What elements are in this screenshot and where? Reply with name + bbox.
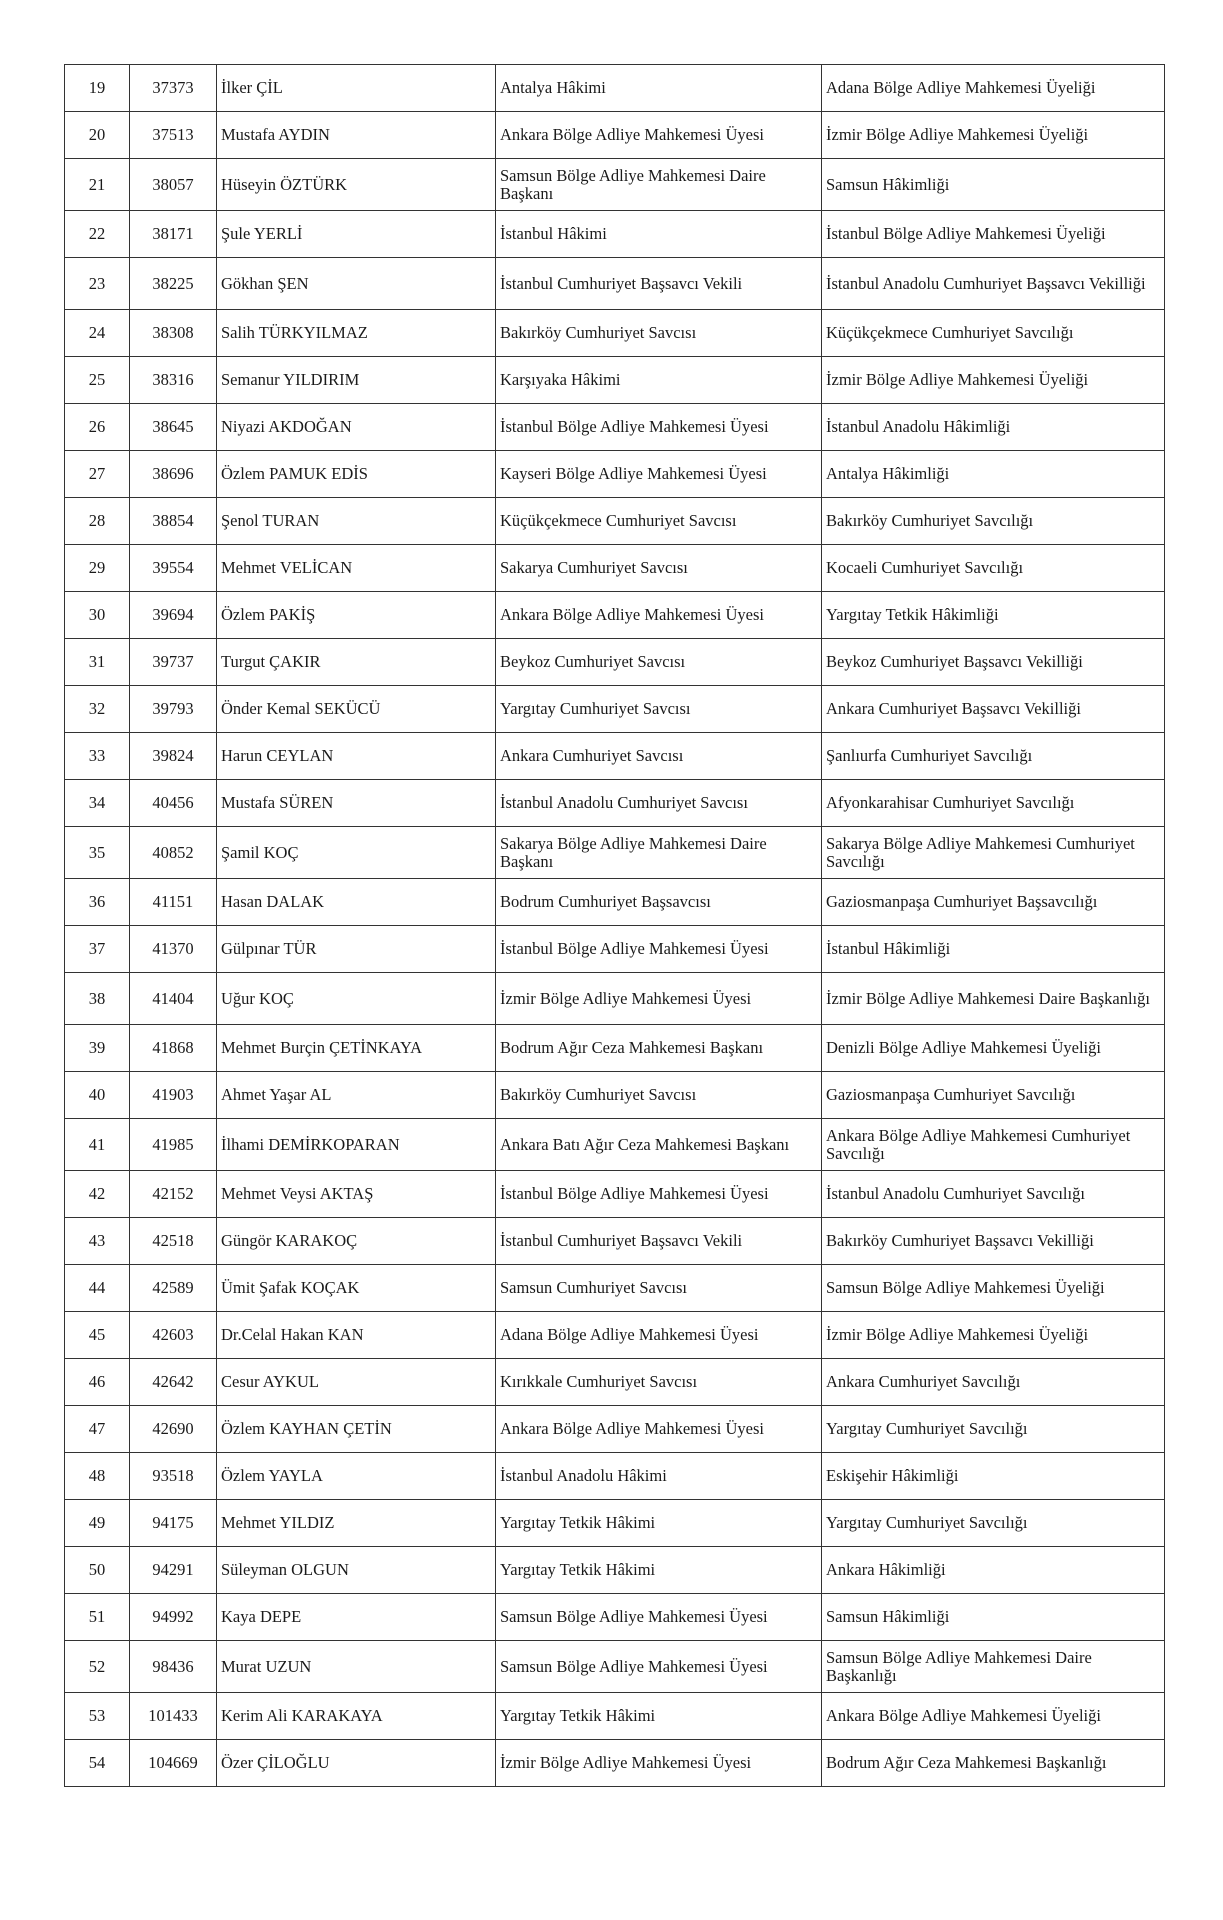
current-position: İstanbul Bölge Adliye Mahkemesi Üyesi: [496, 1171, 822, 1218]
new-position: İstanbul Bölge Adliye Mahkemesi Üyeliği: [822, 211, 1165, 258]
person-name: Gökhan ŞEN: [217, 258, 496, 310]
row-number: 45: [65, 1312, 130, 1359]
person-name: Hasan DALAK: [217, 879, 496, 926]
appointment-table: [64, 64, 1165, 1787]
row-number: 44: [65, 1265, 130, 1312]
registry-number: 41868: [130, 1025, 217, 1072]
table-body: [65, 65, 1165, 1787]
person-name: İlhami DEMİRKOPARAN: [217, 1119, 496, 1171]
row-number: 48: [65, 1453, 130, 1500]
new-position: Gaziosmanpaşa Cumhuriyet Savcılığı: [822, 1072, 1165, 1119]
table-row: [65, 639, 1165, 686]
current-position: Bakırköy Cumhuriyet Savcısı: [496, 310, 822, 357]
registry-number: 104669: [130, 1740, 217, 1787]
table-row: [65, 1359, 1165, 1406]
registry-number: 94992: [130, 1594, 217, 1641]
row-number: 35: [65, 827, 130, 879]
new-position: Ankara Bölge Adliye Mahkemesi Üyeliği: [822, 1693, 1165, 1740]
registry-number: 39694: [130, 592, 217, 639]
current-position: İstanbul Anadolu Hâkimi: [496, 1453, 822, 1500]
row-number: 42: [65, 1171, 130, 1218]
table-row: [65, 879, 1165, 926]
current-position: Bodrum Ağır Ceza Mahkemesi Başkanı: [496, 1025, 822, 1072]
table-row: [65, 112, 1165, 159]
row-number: 33: [65, 733, 130, 780]
registry-number: 41985: [130, 1119, 217, 1171]
current-position: İzmir Bölge Adliye Mahkemesi Üyesi: [496, 1740, 822, 1787]
table-row: [65, 404, 1165, 451]
row-number: 53: [65, 1693, 130, 1740]
current-position: Karşıyaka Hâkimi: [496, 357, 822, 404]
table-row: [65, 451, 1165, 498]
table-row: [65, 1453, 1165, 1500]
current-position: Yargıtay Cumhuriyet Savcısı: [496, 686, 822, 733]
current-position: Antalya Hâkimi: [496, 65, 822, 112]
table-row: [65, 1072, 1165, 1119]
new-position: İstanbul Anadolu Hâkimliği: [822, 404, 1165, 451]
current-position: Sakarya Bölge Adliye Mahkemesi Daire Başkanı: [496, 827, 822, 879]
table-row: [65, 973, 1165, 1025]
row-number: 21: [65, 159, 130, 211]
registry-number: 41404: [130, 973, 217, 1025]
row-number: 26: [65, 404, 130, 451]
new-position: İzmir Bölge Adliye Mahkemesi Üyeliği: [822, 357, 1165, 404]
registry-number: 93518: [130, 1453, 217, 1500]
table-row: [65, 686, 1165, 733]
table-row: [65, 780, 1165, 827]
table-row: [65, 498, 1165, 545]
person-name: Mustafa AYDIN: [217, 112, 496, 159]
new-position: Ankara Cumhuriyet Savcılığı: [822, 1359, 1165, 1406]
table-row: [65, 310, 1165, 357]
person-name: Şamil KOÇ: [217, 827, 496, 879]
current-position: Kırıkkale Cumhuriyet Savcısı: [496, 1359, 822, 1406]
current-position: Ankara Bölge Adliye Mahkemesi Üyesi: [496, 112, 822, 159]
registry-number: 38171: [130, 211, 217, 258]
current-position: Küçükçekmece Cumhuriyet Savcısı: [496, 498, 822, 545]
current-position: Beykoz Cumhuriyet Savcısı: [496, 639, 822, 686]
person-name: Özlem YAYLA: [217, 1453, 496, 1500]
new-position: Samsun Bölge Adliye Mahkemesi Daire Başkanlığı: [822, 1641, 1165, 1693]
current-position: İstanbul Bölge Adliye Mahkemesi Üyesi: [496, 404, 822, 451]
table-row: [65, 1119, 1165, 1171]
person-name: Gülpınar TÜR: [217, 926, 496, 973]
new-position: Gaziosmanpaşa Cumhuriyet Başsavcılığı: [822, 879, 1165, 926]
registry-number: 101433: [130, 1693, 217, 1740]
new-position: Adana Bölge Adliye Mahkemesi Üyeliği: [822, 65, 1165, 112]
current-position: İstanbul Bölge Adliye Mahkemesi Üyesi: [496, 926, 822, 973]
current-position: Yargıtay Tetkik Hâkimi: [496, 1547, 822, 1594]
person-name: Özlem PAMUK EDİS: [217, 451, 496, 498]
row-number: 37: [65, 926, 130, 973]
current-position: İstanbul Cumhuriyet Başsavcı Vekili: [496, 1218, 822, 1265]
person-name: Mustafa SÜREN: [217, 780, 496, 827]
current-position: Bodrum Cumhuriyet Başsavcısı: [496, 879, 822, 926]
current-position: Samsun Bölge Adliye Mahkemesi Daire Başkanı: [496, 159, 822, 211]
row-number: 30: [65, 592, 130, 639]
registry-number: 42690: [130, 1406, 217, 1453]
person-name: Ahmet Yaşar AL: [217, 1072, 496, 1119]
person-name: Murat UZUN: [217, 1641, 496, 1693]
new-position: Bodrum Ağır Ceza Mahkemesi Başkanlığı: [822, 1740, 1165, 1787]
table-row: [65, 211, 1165, 258]
registry-number: 37373: [130, 65, 217, 112]
registry-number: 38316: [130, 357, 217, 404]
registry-number: 42603: [130, 1312, 217, 1359]
registry-number: 38854: [130, 498, 217, 545]
row-number: 32: [65, 686, 130, 733]
registry-number: 41151: [130, 879, 217, 926]
new-position: Yargıtay Cumhuriyet Savcılığı: [822, 1406, 1165, 1453]
new-position: Ankara Bölge Adliye Mahkemesi Cumhuriyet Savcılığı: [822, 1119, 1165, 1171]
new-position: Bakırköy Cumhuriyet Başsavcı Vekilliği: [822, 1218, 1165, 1265]
new-position: Beykoz Cumhuriyet Başsavcı Vekilliği: [822, 639, 1165, 686]
row-number: 46: [65, 1359, 130, 1406]
person-name: Mehmet Burçin ÇETİNKAYA: [217, 1025, 496, 1072]
registry-number: 42152: [130, 1171, 217, 1218]
current-position: Ankara Cumhuriyet Savcısı: [496, 733, 822, 780]
row-number: 52: [65, 1641, 130, 1693]
registry-number: 40852: [130, 827, 217, 879]
table-row: [65, 1641, 1165, 1693]
registry-number: 41370: [130, 926, 217, 973]
current-position: Ankara Bölge Adliye Mahkemesi Üyesi: [496, 592, 822, 639]
new-position: İstanbul Anadolu Cumhuriyet Savcılığı: [822, 1171, 1165, 1218]
current-position: Samsun Bölge Adliye Mahkemesi Üyesi: [496, 1641, 822, 1693]
row-number: 49: [65, 1500, 130, 1547]
registry-number: 42518: [130, 1218, 217, 1265]
registry-number: 40456: [130, 780, 217, 827]
table-row: [65, 65, 1165, 112]
person-name: Şule YERLİ: [217, 211, 496, 258]
person-name: Cesur AYKUL: [217, 1359, 496, 1406]
person-name: Semanur YILDIRIM: [217, 357, 496, 404]
row-number: 34: [65, 780, 130, 827]
row-number: 50: [65, 1547, 130, 1594]
registry-number: 38696: [130, 451, 217, 498]
registry-number: 38308: [130, 310, 217, 357]
table-row: [65, 1740, 1165, 1787]
new-position: İstanbul Hâkimliği: [822, 926, 1165, 973]
current-position: Yargıtay Tetkik Hâkimi: [496, 1693, 822, 1740]
table-row: [65, 1171, 1165, 1218]
registry-number: 39793: [130, 686, 217, 733]
registry-number: 42589: [130, 1265, 217, 1312]
new-position: Samsun Hâkimliği: [822, 1594, 1165, 1641]
person-name: Önder Kemal SEKÜCÜ: [217, 686, 496, 733]
person-name: Turgut ÇAKIR: [217, 639, 496, 686]
row-number: 36: [65, 879, 130, 926]
new-position: Bakırköy Cumhuriyet Savcılığı: [822, 498, 1165, 545]
table-row: [65, 926, 1165, 973]
row-number: 27: [65, 451, 130, 498]
new-position: Eskişehir Hâkimliği: [822, 1453, 1165, 1500]
person-name: Özlem PAKİŞ: [217, 592, 496, 639]
registry-number: 41903: [130, 1072, 217, 1119]
registry-number: 94175: [130, 1500, 217, 1547]
person-name: Salih TÜRKYILMAZ: [217, 310, 496, 357]
registry-number: 38225: [130, 258, 217, 310]
new-position: Denizli Bölge Adliye Mahkemesi Üyeliği: [822, 1025, 1165, 1072]
new-position: Samsun Hâkimliği: [822, 159, 1165, 211]
new-position: Küçükçekmece Cumhuriyet Savcılığı: [822, 310, 1165, 357]
table-row: [65, 733, 1165, 780]
table-row: [65, 1218, 1165, 1265]
current-position: İzmir Bölge Adliye Mahkemesi Üyesi: [496, 973, 822, 1025]
row-number: 19: [65, 65, 130, 112]
person-name: Dr.Celal Hakan KAN: [217, 1312, 496, 1359]
person-name: Uğur KOÇ: [217, 973, 496, 1025]
new-position: Kocaeli Cumhuriyet Savcılığı: [822, 545, 1165, 592]
person-name: Güngör KARAKOÇ: [217, 1218, 496, 1265]
current-position: Kayseri Bölge Adliye Mahkemesi Üyesi: [496, 451, 822, 498]
table-row: [65, 1693, 1165, 1740]
registry-number: 39554: [130, 545, 217, 592]
row-number: 54: [65, 1740, 130, 1787]
new-position: İzmir Bölge Adliye Mahkemesi Daire Başkanlığı: [822, 973, 1165, 1025]
person-name: Özer ÇİLOĞLU: [217, 1740, 496, 1787]
new-position: Ankara Hâkimliği: [822, 1547, 1165, 1594]
new-position: İzmir Bölge Adliye Mahkemesi Üyeliği: [822, 1312, 1165, 1359]
table-row: [65, 545, 1165, 592]
person-name: İlker ÇİL: [217, 65, 496, 112]
current-position: Ankara Batı Ağır Ceza Mahkemesi Başkanı: [496, 1119, 822, 1171]
new-position: Sakarya Bölge Adliye Mahkemesi Cumhuriyet Savcılığı: [822, 827, 1165, 879]
person-name: Kaya DEPE: [217, 1594, 496, 1641]
table-row: [65, 1265, 1165, 1312]
table-row: [65, 159, 1165, 211]
table-row: [65, 827, 1165, 879]
registry-number: 98436: [130, 1641, 217, 1693]
row-number: 31: [65, 639, 130, 686]
table-row: [65, 1594, 1165, 1641]
table-row: [65, 1025, 1165, 1072]
new-position: İstanbul Anadolu Cumhuriyet Başsavcı Vekilliği: [822, 258, 1165, 310]
table-row: [65, 1547, 1165, 1594]
current-position: İstanbul Anadolu Cumhuriyet Savcısı: [496, 780, 822, 827]
row-number: 29: [65, 545, 130, 592]
table-row: [65, 258, 1165, 310]
row-number: 23: [65, 258, 130, 310]
current-position: Samsun Cumhuriyet Savcısı: [496, 1265, 822, 1312]
new-position: Afyonkarahisar Cumhuriyet Savcılığı: [822, 780, 1165, 827]
registry-number: 39737: [130, 639, 217, 686]
person-name: Mehmet VELİCAN: [217, 545, 496, 592]
person-name: Süleyman OLGUN: [217, 1547, 496, 1594]
table-row: [65, 1406, 1165, 1453]
row-number: 28: [65, 498, 130, 545]
row-number: 43: [65, 1218, 130, 1265]
registry-number: 38057: [130, 159, 217, 211]
new-position: Antalya Hâkimliği: [822, 451, 1165, 498]
current-position: Sakarya Cumhuriyet Savcısı: [496, 545, 822, 592]
person-name: Hüseyin ÖZTÜRK: [217, 159, 496, 211]
row-number: 25: [65, 357, 130, 404]
new-position: Yargıtay Cumhuriyet Savcılığı: [822, 1500, 1165, 1547]
table-row: [65, 1500, 1165, 1547]
person-name: Mehmet YILDIZ: [217, 1500, 496, 1547]
new-position: Yargıtay Tetkik Hâkimliği: [822, 592, 1165, 639]
person-name: Ümit Şafak KOÇAK: [217, 1265, 496, 1312]
row-number: 22: [65, 211, 130, 258]
person-name: Kerim Ali KARAKAYA: [217, 1693, 496, 1740]
person-name: Şenol TURAN: [217, 498, 496, 545]
row-number: 40: [65, 1072, 130, 1119]
new-position: Ankara Cumhuriyet Başsavcı Vekilliği: [822, 686, 1165, 733]
current-position: İstanbul Hâkimi: [496, 211, 822, 258]
current-position: Samsun Bölge Adliye Mahkemesi Üyesi: [496, 1594, 822, 1641]
registry-number: 94291: [130, 1547, 217, 1594]
table-row: [65, 357, 1165, 404]
current-position: Yargıtay Tetkik Hâkimi: [496, 1500, 822, 1547]
registry-number: 37513: [130, 112, 217, 159]
table-row: [65, 1312, 1165, 1359]
row-number: 39: [65, 1025, 130, 1072]
row-number: 41: [65, 1119, 130, 1171]
current-position: İstanbul Cumhuriyet Başsavcı Vekili: [496, 258, 822, 310]
row-number: 38: [65, 973, 130, 1025]
person-name: Mehmet Veysi AKTAŞ: [217, 1171, 496, 1218]
new-position: İzmir Bölge Adliye Mahkemesi Üyeliği: [822, 112, 1165, 159]
row-number: 51: [65, 1594, 130, 1641]
current-position: Ankara Bölge Adliye Mahkemesi Üyesi: [496, 1406, 822, 1453]
table-row: [65, 592, 1165, 639]
row-number: 47: [65, 1406, 130, 1453]
current-position: Adana Bölge Adliye Mahkemesi Üyesi: [496, 1312, 822, 1359]
person-name: Özlem KAYHAN ÇETİN: [217, 1406, 496, 1453]
current-position: Bakırköy Cumhuriyet Savcısı: [496, 1072, 822, 1119]
new-position: Samsun Bölge Adliye Mahkemesi Üyeliği: [822, 1265, 1165, 1312]
row-number: 24: [65, 310, 130, 357]
person-name: Niyazi AKDOĞAN: [217, 404, 496, 451]
registry-number: 38645: [130, 404, 217, 451]
row-number: 20: [65, 112, 130, 159]
person-name: Harun CEYLAN: [217, 733, 496, 780]
registry-number: 42642: [130, 1359, 217, 1406]
new-position: Şanlıurfa Cumhuriyet Savcılığı: [822, 733, 1165, 780]
registry-number: 39824: [130, 733, 217, 780]
